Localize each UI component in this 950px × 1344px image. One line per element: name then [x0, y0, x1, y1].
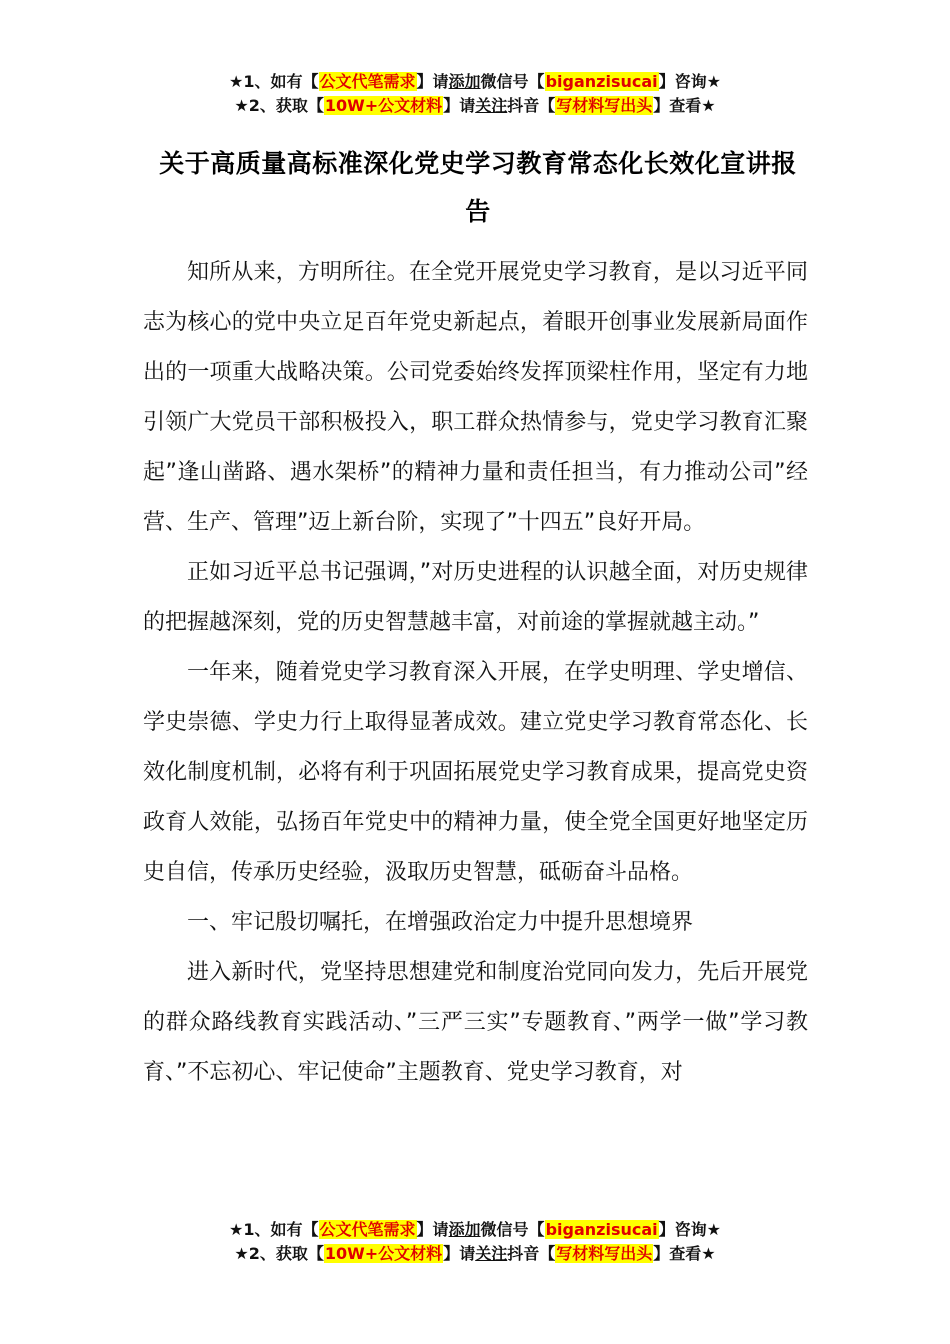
paragraph: 正如习近平总书记强调，”对历史进程的认识越全面，对历史规律的把握越深刻，党的历史智慧越丰富，对前途的掌握就越主动。” — [143, 560, 808, 635]
banner-underlined: 添加 — [448, 1220, 481, 1239]
banner-text: 】请 — [416, 1220, 449, 1239]
banner-line-1 — [0, 70, 950, 94]
banner-text: 微信号【 — [480, 72, 545, 91]
header-banner — [0, 70, 950, 118]
banner-highlight: biganzisucai — [545, 1220, 658, 1239]
paragraph: 一年来，随着党史学习教育深入开展，在学史明理、学史增信、学史崇德、学史力行上取得显著成效。建立党史学习教育常态化、长效化制度机制，必将有利于巩固拓展党史学习教育成果，提高党史资政育人效能，弘扬百年党史中的精神力量，使全党全国更好地坚定历史自信，传承历史经验，汲取历史智慧，砥砺奋斗品格。 — [143, 660, 808, 885]
banner-line-2 — [0, 1242, 950, 1266]
banner-highlight: 写材料写出头 — [556, 96, 653, 115]
banner-text: ★2、获取【 — [234, 96, 324, 115]
banner-text: 】请 — [416, 72, 449, 91]
banner-highlight: 公文代笔需求 — [319, 72, 416, 91]
banner-text: 】咨询★ — [658, 72, 721, 91]
banner-text: ★2、获取【 — [234, 1244, 324, 1263]
banner-highlight: 10W+公文材料 — [324, 1244, 443, 1263]
banner-text: 抖音【 — [507, 96, 556, 115]
banner-underlined: 关注 — [475, 96, 508, 115]
footer-banner — [0, 1218, 950, 1266]
banner-highlight: 公文代笔需求 — [319, 1220, 416, 1239]
document-body — [143, 248, 808, 1098]
banner-text: 微信号【 — [480, 1220, 545, 1239]
banner-underlined: 关注 — [475, 1244, 508, 1263]
banner-line-2 — [0, 94, 950, 118]
section-heading: 一、牢记殷切嘱托，在增强政治定力中提升思想境界 — [187, 910, 694, 935]
banner-highlight: 10W+公文材料 — [324, 96, 443, 115]
banner-text: 】请 — [443, 96, 476, 115]
banner-underlined: 添加 — [448, 72, 481, 91]
banner-highlight: biganzisucai — [545, 72, 658, 91]
paragraph: 进入新时代，党坚持思想建党和制度治党同向发力，先后开展党的群众路线教育实践活动、”三严三实”专题教育、”两学一做”学习教育、”不忘初心、牢记使命”主题教育、党史学习教育，对 — [143, 960, 808, 1085]
banner-text: 】查看★ — [653, 96, 716, 115]
banner-highlight: 写材料写出头 — [556, 1244, 653, 1263]
document-title: 关于高质量高标准深化党史学习教育常态化长效化宣讲报告 — [159, 149, 797, 226]
banner-text: ★1、如有【 — [229, 72, 319, 91]
banner-text: ★1、如有【 — [229, 1220, 319, 1239]
banner-text: 抖音【 — [507, 1244, 556, 1263]
banner-line-1 — [0, 1218, 950, 1242]
banner-text: 】咨询★ — [658, 1220, 721, 1239]
banner-text: 】请 — [443, 1244, 476, 1263]
paragraph: 知所从来，方明所往。在全党开展党史学习教育，是以习近平同志为核心的党中央立足百年党史新起点，着眼开创事业发展新局面作出的一项重大战略决策。公司党委始终发挥顶梁柱作用，坚定有力地引领广大党员干部积极投入，职工群众热情参与，党史学习教育汇聚起”逢山凿路、遇水架桥”的精神力量和责任担当，有力推动公司”经营、生产、管理”迈上新台阶，实现了”十四五”良好开局。 — [143, 260, 808, 535]
banner-text: 】查看★ — [653, 1244, 716, 1263]
